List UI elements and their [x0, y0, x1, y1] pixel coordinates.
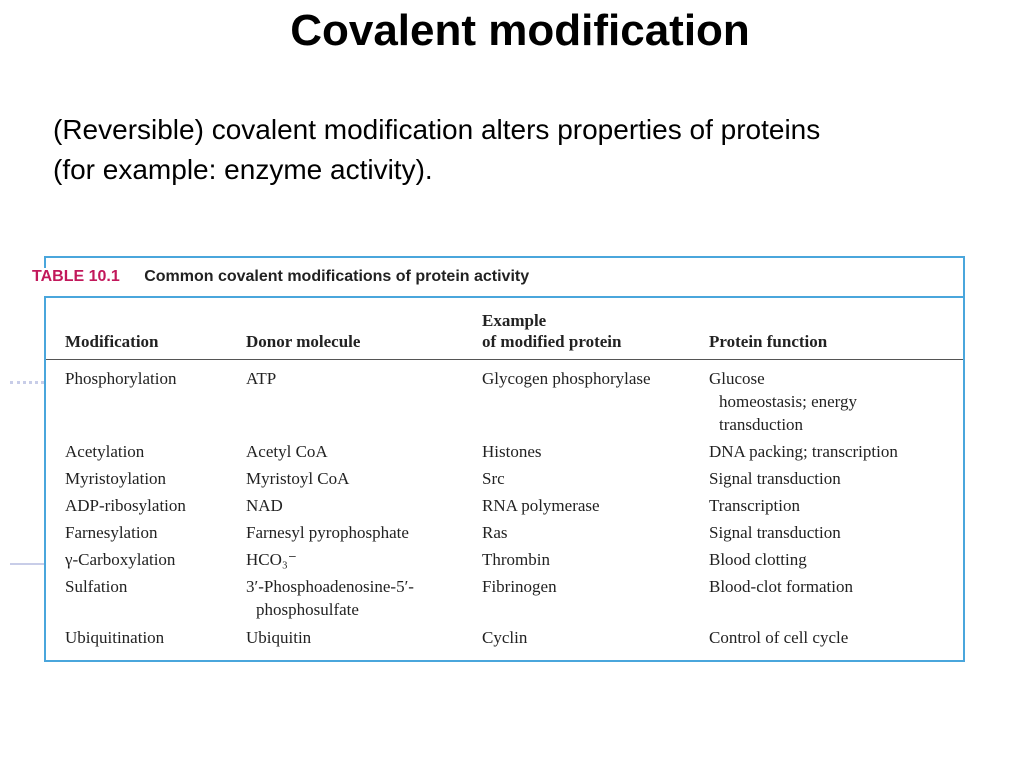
table-cell-donor: NAD [246, 496, 283, 515]
table-cell-example: Cyclin [482, 628, 528, 647]
table-cell-function: Transcription [709, 496, 800, 515]
intro-line-1: (Reversible) covalent modification alters properties of proteins [53, 114, 821, 145]
decorative-line [10, 563, 44, 565]
column-header-example-line2: of modified protein [482, 332, 622, 351]
intro-line-2: (for example: enzyme activity). [53, 154, 433, 185]
table-cell-example: Src [482, 469, 505, 488]
table-cell-donor: Farnesyl pyrophosphate [246, 523, 409, 542]
table-cell-function [709, 367, 857, 436]
table-cell-function: DNA packing; transcription [709, 442, 898, 461]
table-cell-function-line: Glucose [709, 369, 765, 388]
table-label: TABLE 10.1 [32, 268, 120, 285]
decorative-dotted-line [10, 381, 44, 384]
intro-text [53, 110, 1013, 190]
column-header-example [482, 310, 621, 352]
table-cell-function: Signal transduction [709, 469, 841, 488]
table-cell-function: Blood-clot formation [709, 577, 854, 596]
table-cell-example: RNA polymerase [482, 496, 600, 515]
table-cell-example: Glycogen phosphorylase [482, 369, 651, 388]
table-cell-modification: Farnesylation [65, 523, 158, 542]
table-caption [32, 268, 535, 298]
column-header-function: Protein function [709, 332, 828, 351]
table-cell-donor: Acetyl CoA [246, 442, 328, 461]
table-cell-function: Blood clotting [709, 550, 807, 569]
table-header-rule [44, 296, 965, 298]
table-cell-modification: Phosphorylation [65, 369, 177, 388]
table-cell-function-line: homeostasis; energy [719, 392, 858, 411]
table-column-header-rule [46, 359, 963, 360]
column-header-modification: Modification [65, 332, 159, 351]
table-cell-example: Histones [482, 442, 542, 461]
table-cell-donor: Myristoyl CoA [246, 469, 350, 488]
table-cell-donor-line: phosphosulfate [256, 600, 359, 619]
table-caption-text: Common covalent modifications of protein activity [144, 268, 530, 285]
table-cell-modification: γ-Carboxylation [65, 550, 176, 569]
table-cell-donor [246, 575, 414, 621]
table-cell-example: Thrombin [482, 550, 550, 569]
table-cell-donor: HCO₃⁻ [246, 550, 297, 569]
table-cell-example: Ras [482, 523, 508, 542]
table-cell-example: Fibrinogen [482, 577, 557, 596]
table-cell-function: Control of cell cycle [709, 628, 849, 647]
table-cell-modification: Ubiquitination [65, 628, 165, 647]
table-cell-donor: Ubiquitin [246, 628, 312, 647]
table-cell-donor: ATP [246, 369, 277, 388]
slide-title: Covalent modification [290, 6, 750, 55]
table-cell-modification: Acetylation [65, 442, 145, 461]
table-cell-function: Signal transduction [709, 523, 841, 542]
table-cell-modification: ADP-ribosylation [65, 496, 186, 515]
column-header-donor: Donor molecule [246, 332, 361, 351]
table-cell-modification: Myristoylation [65, 469, 167, 488]
table-cell-donor-line: 3′-Phosphoadenosine-5′- [246, 577, 414, 596]
table-cell-modification: Sulfation [65, 577, 128, 596]
table-cell-function-line: transduction [719, 415, 804, 434]
column-header-example-line1: Example [482, 311, 547, 330]
